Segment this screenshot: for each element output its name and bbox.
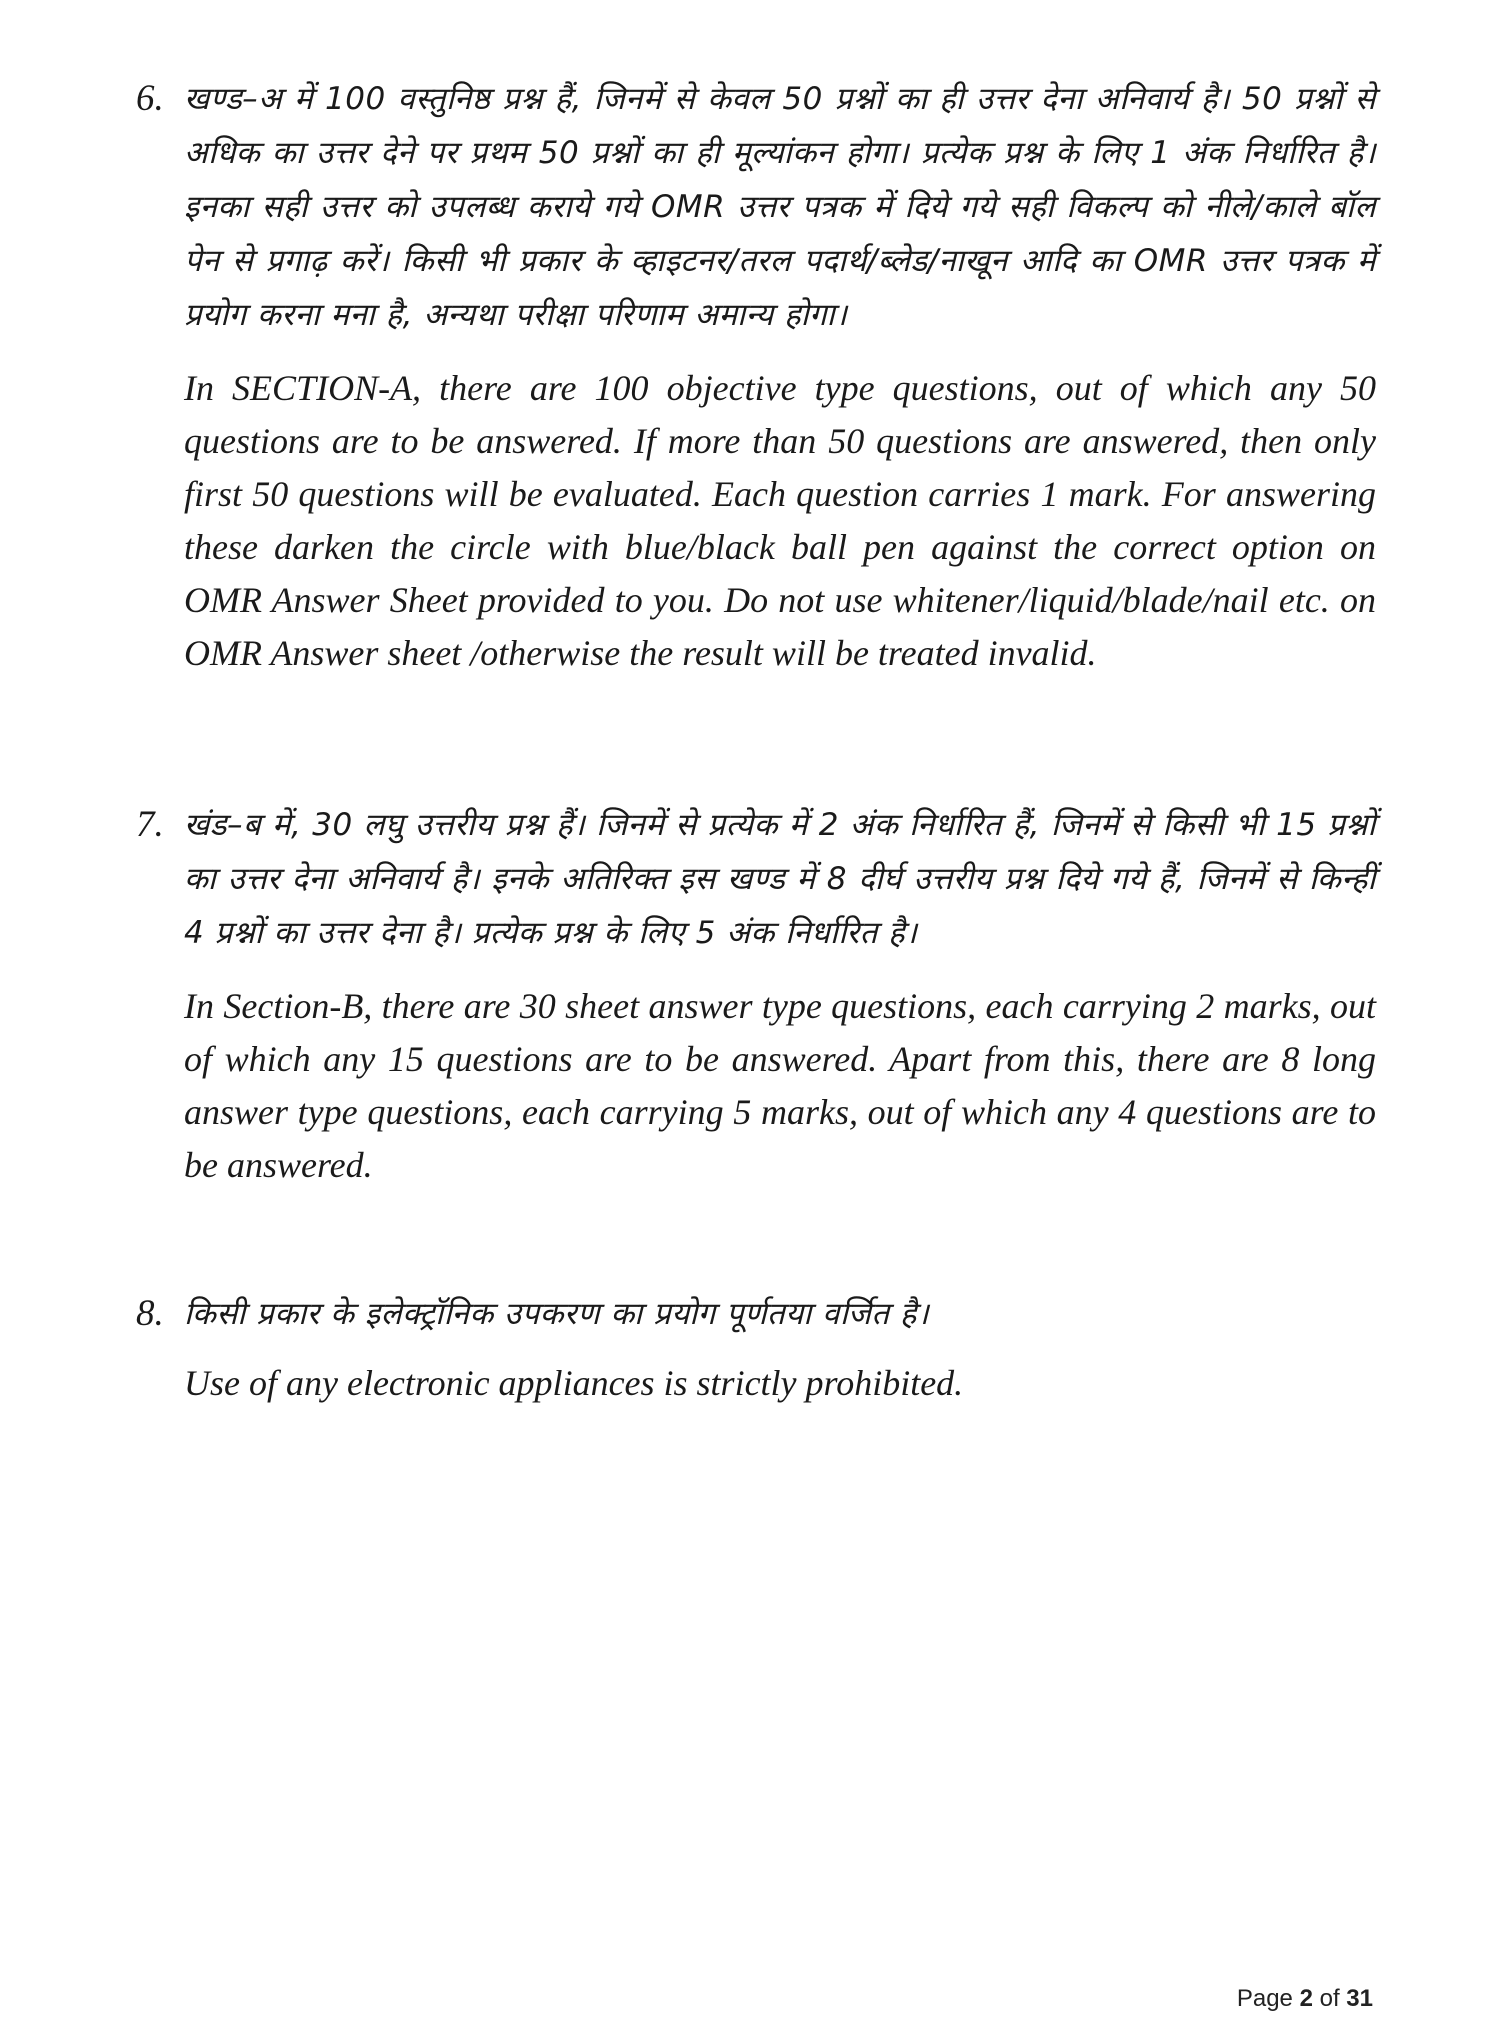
page-label: Page bbox=[1236, 1985, 1293, 2012]
instruction-7 bbox=[136, 798, 1376, 1192]
instruction-number: 8. bbox=[136, 1293, 164, 1334]
instruction-text-hindi: किसी प्रकार के इलेक्ट्रॉनिक उपकरण का प्रयोग पूर्णतया वर्जित है। bbox=[184, 1296, 930, 1332]
instruction-number: 7. bbox=[136, 804, 164, 845]
instruction-6 bbox=[136, 72, 1376, 680]
instruction-text-english: In Section-B, there are 30 sheet answer type questions, each carrying 2 marks, out of which any 15 questions are to be answered. Apart from this, there are 8 long answer type questions, each carrying 5 marks, out of which any 4 questions are to be answered. bbox=[184, 986, 1376, 1185]
current-page-number: 2 bbox=[1299, 1985, 1313, 2012]
instruction-text-english: In SECTION-A, there are 100 objective type questions, out of which any 50 questions are to be answered. If more than 50 questions are answered, then only first 50 questions will be evaluated. Each question carries 1 mark. For answering these darken the circle with blue/black ball pen against the correct option on OMR Answer Sheet provided to you. Do not use whitener/liquid/blade/nail etc. on OMR Answer sheet /otherwise the result will be treated invalid. bbox=[184, 368, 1376, 673]
page-number-footer bbox=[1237, 1985, 1373, 2013]
instruction-text-hindi: खंड–ब में, 30 लघु उत्तरीय प्रश्न हैं। जिनमें से प्रत्येक में 2 अंक निर्धारित हैं, जिनमें से किसी भी 15 प्रश्नों का उत्तर देना अनिवार्य है। इनके अतिरिक्त इस खण्ड में 8 दीर्घ उत्तरीय प्रश्न दिये गये हैं, जिनमें से किन्हीं 4 प्रश्नों का उत्तर देना है। प्रत्येक प्रश्न के लिए 5 अंक निर्धारित है। bbox=[184, 807, 1376, 951]
instruction-text-english: Use of any electronic appliances is strictly prohibited. bbox=[184, 1363, 964, 1403]
page-of-label: of bbox=[1319, 1985, 1340, 2012]
instruction-text-hindi: खण्ड–अ में 100 वस्तुनिष्ठ प्रश्न हैं, जिनमें से केवल 50 प्रश्नों का ही उत्तर देना अनिवार्य है। 50 प्रश्नों से अधिक का उत्तर देने पर प्रथम 50 प्रश्नों का ही मूल्यांकन होगा। प्रत्येक प्रश्न के लिए 1 अंक निर्धारित है। इनका सही उत्तर को उपलब्ध कराये गये OMR उत्तर पत्रक में दिये गये सही विकल्प को नीले/काले बॉल पेन से प्रगाढ़ करें। किसी भी प्रकार के व्हाइटनर/तरल पदार्थ/ब्लेड/नाखून आदि का OMR उत्तर पत्रक में प्रयोग करना मना है, अन्यथा परीक्षा परिणाम अमान्य होगा। bbox=[184, 81, 1376, 333]
total-pages-number: 31 bbox=[1346, 1985, 1373, 2012]
instruction-number: 6. bbox=[136, 78, 164, 119]
instruction-8 bbox=[136, 1287, 1376, 1410]
